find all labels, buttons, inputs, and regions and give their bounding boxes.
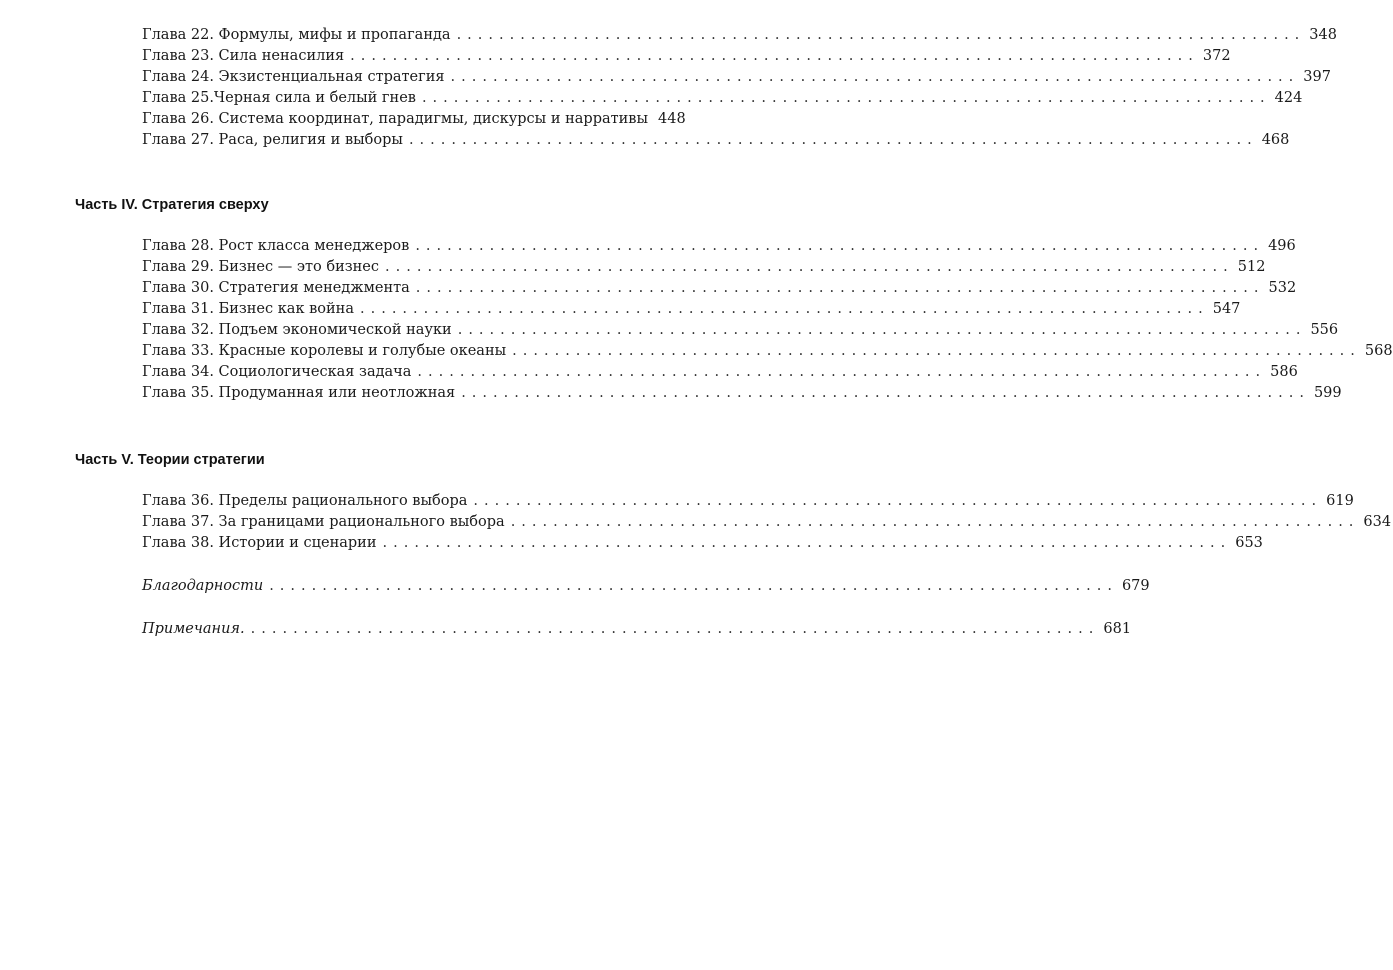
part-heading-v: Часть V. Теории стратегии [75,452,265,468]
dot-leader: ................................................................................ [385,259,1234,275]
toc-entry-title: Глава 33. Красные королевы и голубые океаны [142,343,507,359]
toc-entry-page: 599 [1313,385,1342,401]
toc-entry-page: 496 [1268,238,1296,254]
toc-entry-page: 653 [1235,535,1263,551]
toc-entry-page: 372 [1202,48,1231,64]
toc-entry [142,320,1339,341]
toc-entry-page: 619 [1326,493,1354,509]
toc-entry [142,341,1393,362]
toc-entry [142,109,686,130]
toc-entry-title: Глава 35. Продуманная или неотложная [142,385,456,401]
toc-entry [142,25,1337,46]
toc-entry [142,278,1297,299]
toc-entry [142,619,1132,640]
toc-entry-title: Глава 38. Истории и сценарии [142,535,377,551]
toc-entry [142,383,1342,404]
dot-leader: ................................................................................ [512,343,1361,359]
toc-entry-title: Глава 37. За границами рационального выбора [142,514,505,530]
toc-entry-page: 568 [1364,343,1393,359]
toc-entry-title: Глава 31. Бизнес как война [142,301,354,317]
toc-entry-page: 397 [1303,69,1331,85]
toc-entry-title: Глава 34. Социологическая задача [142,364,412,380]
toc-entry [142,46,1231,67]
dot-leader: ................................................................................ [350,48,1199,64]
toc-entry-title: Глава 32. Подъем экономической науки [142,322,452,338]
toc-entry-title: Глава 27. Раса, религия и выборы [142,132,403,148]
toc-group-part3-tail [142,25,1337,151]
toc-entry [142,88,1303,109]
toc-entry-page: 586 [1270,364,1298,380]
toc-entry-page: 424 [1274,90,1303,106]
dot-leader: ................................................................................ [473,493,1323,509]
dot-leader: ................................................................................ [417,364,1267,380]
dot-leader: ................................................................................ [382,535,1232,551]
toc-entry-title: Глава 36. Пределы рационального выбора [142,493,468,509]
dot-leader: ................................................................................ [421,90,1271,106]
toc-group-part5 [142,491,1392,554]
dot-leader: ................................................................................ [461,385,1310,401]
dot-leader: ................................................................................ [510,514,1360,530]
toc-entry-page: 468 [1261,132,1290,148]
toc-entry-page: 547 [1212,301,1241,317]
toc-entry-title: Глава 29. Бизнес — это бизнес [142,259,380,275]
toc-entry [142,299,1241,320]
toc-acknowledgements [142,576,1150,597]
dot-leader: ................................................................................ [408,132,1258,148]
toc-entry [142,257,1266,278]
toc-entry [142,130,1290,151]
toc-entry-page: 679 [1121,578,1150,594]
dot-leader: ................................................................................ [415,238,1265,254]
toc-entry-title: Примечания. [142,621,245,637]
toc-entry-page: 634 [1363,514,1392,530]
toc-notes [142,619,1132,640]
toc-entry [142,533,1263,554]
toc-entry-title: Глава 30. Стратегия менеджмента [142,280,410,296]
toc-entry [142,67,1331,88]
toc-entry-title: Глава 26. Система координат, парадигмы, дискурсы и нарративы [142,111,649,127]
toc-entry-page: 512 [1237,259,1266,275]
toc-entry-title: Глава 22. Формулы, мифы и пропаганда [142,27,451,43]
toc-entry-title: Глава 24. Экзистенциальная стратегия [142,69,445,85]
dot-leader: ................................................................................ [360,301,1209,317]
toc-entry [142,576,1150,597]
dot-leader: ................................................................................ [457,322,1307,338]
toc-entry-page: 681 [1103,621,1132,637]
dot-leader: ................................................................................ [269,578,1118,594]
toc-entry-title: Благодарности [142,578,264,594]
dot-leader: ................................................................................ [250,621,1100,637]
toc-group-part4 [142,236,1393,404]
toc-entry-title: Глава 25.Черная сила и белый гнев [142,90,416,106]
toc-entry [142,491,1354,512]
toc-entry-page: 348 [1309,27,1337,43]
toc-entry [142,362,1298,383]
toc-entry [142,236,1296,257]
toc-entry-page: 532 [1268,280,1297,296]
toc-entry-page: 556 [1310,322,1339,338]
toc-entry-title: Глава 23. Сила ненасилия [142,48,345,64]
toc-entry-title: Глава 28. Рост класса менеджеров [142,238,410,254]
toc-entry [142,512,1392,533]
toc-entry-page: 448 [658,111,686,127]
dot-leader: ................................................................................ [456,27,1306,43]
part-heading-iv: Часть IV. Стратегия сверху [75,197,269,213]
dot-leader: ................................................................................ [415,280,1265,296]
dot-leader: ................................................................................ [450,69,1300,85]
